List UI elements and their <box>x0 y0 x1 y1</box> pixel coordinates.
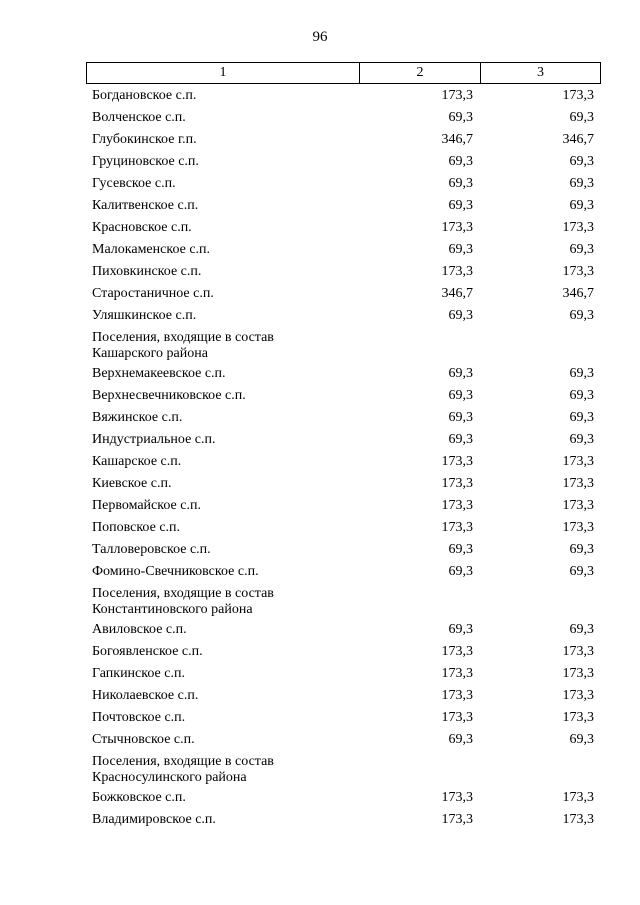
settlement-name: Верхнесвечниковское с.п. <box>92 388 246 403</box>
value-col-3: 173,3 <box>562 498 594 513</box>
value-col-3: 69,3 <box>569 410 594 425</box>
value-col-2: 173,3 <box>441 498 473 513</box>
settlement-name: Талловеровское с.п. <box>92 542 211 557</box>
table-row <box>86 386 600 408</box>
value-col-2: 173,3 <box>441 454 473 469</box>
value-col-3: 69,3 <box>569 176 594 191</box>
value-col-2: 173,3 <box>441 88 473 103</box>
value-col-3: 69,3 <box>569 622 594 637</box>
settlement-name: Авиловское с.п. <box>92 622 187 637</box>
value-col-2: 69,3 <box>448 366 473 381</box>
table-row <box>86 262 600 284</box>
value-col-3: 173,3 <box>562 264 594 279</box>
value-col-3: 69,3 <box>569 388 594 403</box>
table-row <box>86 686 600 708</box>
value-col-3: 173,3 <box>562 666 594 681</box>
value-col-2: 69,3 <box>448 388 473 403</box>
value-col-3: 173,3 <box>562 644 594 659</box>
table-row <box>86 430 600 452</box>
table-row <box>86 788 600 810</box>
value-col-3: 173,3 <box>562 812 594 827</box>
section-header-row <box>86 328 600 364</box>
value-col-2: 69,3 <box>448 154 473 169</box>
table-row <box>86 364 600 386</box>
settlement-name: Гапкинское с.п. <box>92 666 185 681</box>
value-col-2: 69,3 <box>448 564 473 579</box>
section-title <box>86 752 359 788</box>
section-title-line-1: Поселения, входящие в состав <box>92 330 274 345</box>
value-col-3: 69,3 <box>569 432 594 447</box>
value-col-3: 69,3 <box>569 154 594 169</box>
table-row <box>86 474 600 496</box>
table-row <box>86 496 600 518</box>
value-col-2: 69,3 <box>448 110 473 125</box>
header-col-3: 3 <box>481 63 601 84</box>
settlement-name: Красновское с.п. <box>92 220 192 235</box>
value-col-2: 173,3 <box>441 812 473 827</box>
header-col-1: 1 <box>87 63 360 84</box>
settlement-name: Индустриальное с.п. <box>92 432 216 447</box>
value-col-2: 173,3 <box>441 710 473 725</box>
header-col-2: 2 <box>360 63 481 84</box>
settlement-name: Калитвенское с.п. <box>92 198 199 213</box>
table-header <box>86 62 601 84</box>
value-col-3: 173,3 <box>562 220 594 235</box>
value-col-3: 346,7 <box>562 132 594 147</box>
value-col-3: 69,3 <box>569 564 594 579</box>
section-header-row <box>86 752 600 788</box>
settlement-name: Кашарское с.п. <box>92 454 182 469</box>
settlement-name: Владимировское с.п. <box>92 812 216 827</box>
table-body <box>86 86 600 832</box>
value-col-2: 173,3 <box>441 666 473 681</box>
table-row <box>86 620 600 642</box>
section-title <box>86 584 359 620</box>
value-col-2: 173,3 <box>441 264 473 279</box>
settlement-name: Пиховкинское с.п. <box>92 264 202 279</box>
table-row <box>86 196 600 218</box>
value-col-2: 346,7 <box>441 132 473 147</box>
value-col-3: 173,3 <box>562 520 594 535</box>
value-col-3: 173,3 <box>562 688 594 703</box>
settlement-name: Старостаничное с.п. <box>92 286 214 301</box>
value-col-2: 173,3 <box>441 520 473 535</box>
settlement-name: Гусевское с.п. <box>92 176 176 191</box>
value-col-3: 69,3 <box>569 242 594 257</box>
value-col-2: 69,3 <box>448 176 473 191</box>
value-col-2: 69,3 <box>448 198 473 213</box>
value-col-2: 69,3 <box>448 732 473 747</box>
value-col-2: 69,3 <box>448 410 473 425</box>
table-row <box>86 562 600 584</box>
table-row <box>86 540 600 562</box>
settlement-name: Богоявленское с.п. <box>92 644 203 659</box>
value-col-3: 69,3 <box>569 110 594 125</box>
value-col-2: 69,3 <box>448 432 473 447</box>
table-row <box>86 810 600 832</box>
section-title-line-1: Поселения, входящие в состав <box>92 754 274 769</box>
value-col-2: 69,3 <box>448 542 473 557</box>
settlement-name: Вяжинское с.п. <box>92 410 183 425</box>
settlement-name: Николаевское с.п. <box>92 688 199 703</box>
table-row <box>86 86 600 108</box>
value-col-3: 173,3 <box>562 88 594 103</box>
settlement-name: Верхнемакеевское с.п. <box>92 366 226 381</box>
settlement-name: Малокаменское с.п. <box>92 242 211 257</box>
value-col-3: 69,3 <box>569 542 594 557</box>
value-col-3: 69,3 <box>569 732 594 747</box>
value-col-2: 173,3 <box>441 790 473 805</box>
value-col-2: 69,3 <box>448 622 473 637</box>
table-row <box>86 408 600 430</box>
table-row <box>86 518 600 540</box>
value-col-2: 69,3 <box>448 242 473 257</box>
table-row <box>86 240 600 262</box>
section-title <box>86 328 359 364</box>
table-row <box>86 218 600 240</box>
settlement-name: Поповское с.п. <box>92 520 181 535</box>
table-row <box>86 730 600 752</box>
value-col-2: 173,3 <box>441 688 473 703</box>
section-title-line-2: Константиновского района <box>92 602 253 617</box>
value-col-3: 346,7 <box>562 286 594 301</box>
table-row <box>86 642 600 664</box>
table-row <box>86 452 600 474</box>
value-col-3: 173,3 <box>562 790 594 805</box>
table-row <box>86 130 600 152</box>
table-row <box>86 174 600 196</box>
settlement-name: Груциновское с.п. <box>92 154 199 169</box>
value-col-2: 173,3 <box>441 644 473 659</box>
table-row <box>86 664 600 686</box>
value-col-3: 173,3 <box>562 454 594 469</box>
settlement-name: Богдановское с.п. <box>92 88 197 103</box>
section-title-line-1: Поселения, входящие в состав <box>92 586 274 601</box>
table-row <box>86 708 600 730</box>
section-title-line-2: Красносулинского района <box>92 770 247 785</box>
table-row <box>86 306 600 328</box>
settlement-name: Уляшкинское с.п. <box>92 308 197 323</box>
value-col-2: 69,3 <box>448 308 473 323</box>
settlement-name: Фомино-Свечниковское с.п. <box>92 564 259 579</box>
value-col-2: 173,3 <box>441 220 473 235</box>
settlement-name: Киевское с.п. <box>92 476 172 491</box>
value-col-3: 69,3 <box>569 366 594 381</box>
settlement-name: Стычновское с.п. <box>92 732 195 747</box>
section-title-line-2: Кашарского района <box>92 346 208 361</box>
value-col-3: 69,3 <box>569 308 594 323</box>
value-col-2: 173,3 <box>441 476 473 491</box>
settlement-name: Божковское с.п. <box>92 790 186 805</box>
settlement-name: Почтовское с.п. <box>92 710 186 725</box>
table-row <box>86 108 600 130</box>
settlement-name: Волченское с.п. <box>92 110 186 125</box>
value-col-3: 173,3 <box>562 476 594 491</box>
table-row <box>86 284 600 306</box>
section-header-row <box>86 584 600 620</box>
page-number: 96 <box>312 29 328 45</box>
value-col-3: 173,3 <box>562 710 594 725</box>
settlement-name: Глубокинское г.п. <box>92 132 197 147</box>
table-row <box>86 152 600 174</box>
value-col-3: 69,3 <box>569 198 594 213</box>
settlement-name: Первомайское с.п. <box>92 498 201 513</box>
value-col-2: 346,7 <box>441 286 473 301</box>
